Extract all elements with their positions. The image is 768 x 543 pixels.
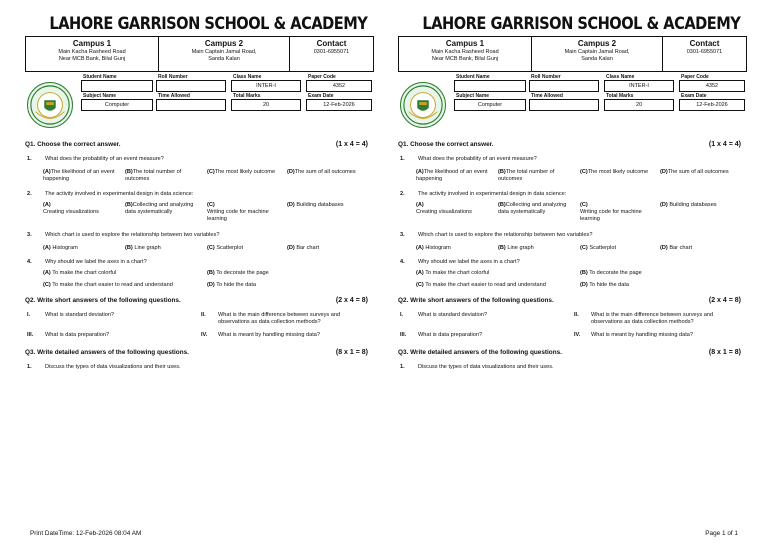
q1-item-1-option-b[interactable] [498, 169, 578, 183]
q1-title: Q1. Choose the correct answer. [398, 141, 494, 148]
roll-number-value[interactable] [529, 80, 599, 92]
student-name-value[interactable] [81, 80, 153, 92]
q2-item-3-num: III. [27, 332, 34, 338]
q1-item-3-option-b[interactable] [125, 245, 161, 252]
q1-item-4-option-d[interactable] [207, 282, 256, 289]
student-name-label: Student Name [456, 74, 490, 80]
q2-item-4-text: What is meant by handling missing data? [218, 332, 320, 338]
q3-title: Q3. Write detailed answers of the following questions. [25, 349, 189, 356]
option-key: (C) [580, 169, 588, 175]
exam-date-field [679, 93, 745, 111]
q3-heading [25, 349, 374, 356]
campus-1-cell [26, 37, 159, 71]
subject-name-value: Computer [454, 99, 526, 111]
option-key: (B) [125, 169, 133, 175]
student-name-field[interactable] [454, 74, 526, 92]
q3-title: Q3. Write detailed answers of the following questions. [398, 349, 562, 356]
q2-item-1-num: I. [400, 312, 404, 318]
option-key: (B) [498, 169, 506, 175]
time-allowed-label: Time Allowed [531, 93, 563, 99]
q1-heading [398, 141, 747, 148]
q1-item-3-option-a[interactable] [416, 245, 451, 252]
q1-item-2-num: 2. [400, 191, 405, 197]
q1-item-2-text: The activity involved in experimental design in data science: [418, 191, 567, 197]
q1-item-3-text: Which chart is used to explore the relationship between two variables? [418, 232, 593, 238]
q2-item-2-num: II. [201, 312, 206, 318]
class-name-field [604, 74, 674, 92]
q1-item-4-option-b[interactable] [580, 270, 642, 277]
campus-1-name: Campus 1 [72, 39, 112, 48]
option-key: (B) [498, 245, 506, 251]
paper-code-value: 4352 [679, 80, 745, 92]
q1-item-3-option-c[interactable] [207, 245, 243, 252]
total-marks-field [231, 93, 301, 111]
option-text: Bar chart [669, 245, 693, 251]
campus-2-cell [532, 37, 663, 71]
q2-item-3-text: What is data preparation? [418, 332, 483, 338]
contact-phone: 0301-6955071 [686, 49, 723, 55]
q1-marks: (1 x 4 = 4) [335, 141, 368, 148]
option-text: Line graph [507, 245, 534, 251]
exam-date-value: 12-Feb-2026 [679, 99, 745, 111]
option-key: (D) [287, 202, 295, 208]
option-text: Building databases [669, 202, 717, 208]
option-text: Writing code for machine learning [580, 209, 642, 222]
option-key: (A) [416, 270, 424, 276]
paper-copy-right [398, 10, 747, 382]
q1-item-2-num: 2. [27, 191, 32, 197]
q1-item-4-option-c[interactable] [416, 282, 546, 289]
campus-1-address-line1: Main Kacha Rasheed Road [431, 49, 499, 55]
time-allowed-value [156, 99, 226, 111]
option-key: (A) [416, 202, 424, 208]
q1-item-1-option-c[interactable] [207, 169, 285, 176]
q1-item-2-option-b[interactable] [498, 202, 576, 216]
q3-heading [398, 349, 747, 356]
q1-marks: (1 x 4 = 4) [708, 141, 741, 148]
page-number: Page 1 of 1 [705, 530, 738, 537]
option-key: (D) [287, 245, 295, 251]
total-marks-label: Total Marks [606, 93, 634, 99]
exam-date-value: 12-Feb-2026 [306, 99, 372, 111]
option-text: To decorate the page [589, 270, 642, 276]
q1-item-1-option-c[interactable] [580, 169, 658, 176]
q1-item-1-num: 1. [27, 156, 32, 162]
q2-heading [398, 297, 747, 304]
option-key: (C) [580, 202, 588, 208]
option-text: The likelihood of an event happening [43, 169, 115, 182]
school-title: LAHORE GARRISON SCHOOL & ACADEMY [49, 14, 368, 34]
option-key: (A) [43, 270, 51, 276]
option-key: (B) [580, 270, 588, 276]
q1-item-2-option-c[interactable] [580, 202, 658, 223]
option-key: (B) [125, 202, 133, 208]
option-key: (C) [207, 245, 215, 251]
q1-heading [25, 141, 374, 148]
school-crest-icon [27, 82, 73, 128]
roll-number-label: Roll Number [158, 74, 188, 80]
q1-item-4-option-c[interactable] [43, 282, 173, 289]
option-text: The sum of all outcomes [667, 169, 729, 175]
class-name-value: INTER-I [231, 80, 301, 92]
option-key: (A) [43, 169, 51, 175]
option-text: The total number of outcomes [125, 169, 182, 182]
exam-date-label: Exam Date [681, 93, 707, 99]
option-text: To decorate the page [216, 270, 269, 276]
q2-item-3-text: What is data preparation? [45, 332, 110, 338]
option-key: (B) [125, 245, 133, 251]
q3-item-1-text: Discuss the types of data visualizations and their uses. [45, 364, 181, 370]
option-key: (A) [43, 202, 51, 208]
option-key: (A) [416, 169, 424, 175]
option-key: (C) [580, 245, 588, 251]
q1-item-2-option-a[interactable] [43, 202, 123, 216]
q1-item-3-option-d[interactable] [287, 245, 319, 252]
option-text: Collecting and analyzing data systematically [125, 202, 194, 215]
option-text: Bar chart [296, 245, 320, 251]
class-name-label: Class Name [606, 74, 635, 80]
option-text: To hide the data [589, 282, 630, 288]
option-text: Histogram [52, 245, 78, 251]
q3-marks: (8 x 1 = 8) [335, 349, 368, 356]
q1-item-1-option-d[interactable] [287, 169, 367, 176]
campus-2-name: Campus 2 [204, 39, 244, 48]
student-name-value[interactable] [454, 80, 526, 92]
q1-item-1-text: What does the probability of an event measure? [418, 156, 537, 162]
q3-item-1-text: Discuss the types of data visualizations and their uses. [418, 364, 554, 370]
q1-item-4-num: 4. [400, 259, 405, 265]
exam-date-field [306, 93, 372, 111]
option-text: The most likely outcome [214, 169, 276, 175]
option-key: (D) [660, 169, 668, 175]
q2-heading [25, 297, 374, 304]
campus-2-address-line2: Sanda Kalan [581, 56, 613, 62]
q2-item-1-num: I. [27, 312, 31, 318]
option-key: (D) [580, 282, 588, 288]
option-key: (D) [660, 245, 668, 251]
q1-item-4-num: 4. [27, 259, 32, 265]
campus-2-address-line1: Main Captain Jamal Road, [191, 49, 257, 55]
class-name-label: Class Name [233, 74, 262, 80]
option-key: (D) [660, 202, 668, 208]
option-key: (C) [43, 282, 51, 288]
campus-1-address-line2: Near MCB Bank, Bilal Gunj [58, 56, 126, 62]
q1-item-4-option-b[interactable] [207, 270, 269, 277]
option-key: (D) [207, 282, 215, 288]
paper-code-field [679, 74, 745, 92]
q1-item-1-option-a[interactable] [416, 169, 496, 183]
roll-number-field[interactable] [156, 74, 226, 92]
option-text: Creating visualizations [416, 209, 472, 215]
option-text: Scatterplot [589, 245, 617, 251]
questions-section [398, 142, 747, 382]
option-text: To make the chart colorful [52, 270, 117, 276]
class-name-field [231, 74, 301, 92]
q1-item-4-text: Why should we label the axes in a chart? [418, 259, 520, 265]
campus-2-address-line2: Sanda Kalan [208, 56, 240, 62]
option-key: (B) [498, 202, 506, 208]
option-text: Histogram [425, 245, 451, 251]
option-text: Building databases [296, 202, 344, 208]
campus-2-name: Campus 2 [577, 39, 617, 48]
student-info-area [25, 72, 374, 142]
q1-item-2-option-d[interactable] [287, 202, 372, 209]
q3-item-1-num: 1. [400, 364, 405, 370]
q2-item-1-text: What is standard deviation? [45, 312, 115, 318]
time-allowed-field [156, 93, 226, 111]
q1-item-3-option-a[interactable] [43, 245, 78, 252]
q2-item-2-text: What is the main difference between surveys and observations as data collection methods? [591, 312, 714, 325]
campus-1-name: Campus 1 [445, 39, 485, 48]
subject-name-label: Subject Name [456, 93, 490, 99]
roll-number-value[interactable] [156, 80, 226, 92]
contact-cell [290, 37, 373, 71]
option-text: Writing code for machine learning [207, 209, 269, 222]
option-text: Line graph [134, 245, 161, 251]
q1-item-2-text: The activity involved in experimental design in data science: [45, 191, 194, 197]
option-text: To make the chart easier to read and understand [52, 282, 173, 288]
q3-item-1-num: 1. [27, 364, 32, 370]
q1-item-3-num: 3. [400, 232, 405, 238]
contact-heading: Contact [689, 39, 720, 48]
option-text: The total number of outcomes [498, 169, 555, 182]
campus-header [398, 36, 747, 72]
roll-number-label: Roll Number [531, 74, 561, 80]
exam-date-label: Exam Date [308, 93, 334, 99]
option-key: (B) [207, 270, 215, 276]
q1-item-3-option-d[interactable] [660, 245, 692, 252]
q1-item-2-option-d[interactable] [660, 202, 745, 209]
q1-item-2-option-a[interactable] [416, 202, 496, 216]
total-marks-value: 20 [604, 99, 674, 111]
q2-title: Q2. Write short answers of the following questions. [25, 297, 181, 304]
option-text: To make the chart colorful [425, 270, 490, 276]
campus-2-cell [159, 37, 290, 71]
roll-number-field[interactable] [529, 74, 599, 92]
q1-item-2-option-b[interactable] [125, 202, 203, 216]
q2-item-4-text: What is meant by handling missing data? [591, 332, 693, 338]
subject-name-field [81, 93, 153, 111]
q2-item-1-text: What is standard deviation? [418, 312, 488, 318]
option-text: Collecting and analyzing data systematically [498, 202, 567, 215]
student-info-area [398, 72, 747, 142]
campus-2-address-line1: Main Captain Jamal Road, [564, 49, 630, 55]
option-key: (A) [416, 245, 424, 251]
school-title: LAHORE GARRISON SCHOOL & ACADEMY [422, 14, 741, 34]
contact-phone: 0301-6955071 [313, 49, 350, 55]
option-text: The likelihood of an event happening [416, 169, 488, 182]
option-key: (A) [43, 245, 51, 251]
print-datetime: Print DateTime: 12-Feb-2026 08:04 AM [30, 530, 142, 537]
campus-1-address-line2: Near MCB Bank, Bilal Gunj [431, 56, 499, 62]
subject-name-field [454, 93, 526, 111]
time-allowed-label: Time Allowed [158, 93, 190, 99]
school-crest-icon [400, 82, 446, 128]
option-text: To hide the data [216, 282, 257, 288]
paper-code-value: 4352 [306, 80, 372, 92]
q2-item-4-num: IV. [574, 332, 581, 338]
option-text: Creating visualizations [43, 209, 99, 215]
total-marks-label: Total Marks [233, 93, 261, 99]
q2-item-2-text: What is the main difference between surveys and observations as data collection methods? [218, 312, 341, 325]
campus-header [25, 36, 374, 72]
q1-item-4-option-d[interactable] [580, 282, 629, 289]
q2-title: Q2. Write short answers of the following questions. [398, 297, 554, 304]
option-key: (C) [207, 202, 215, 208]
q2-item-2-num: II. [574, 312, 579, 318]
q2-marks: (2 x 4 = 8) [335, 297, 368, 304]
option-text: The sum of all outcomes [294, 169, 356, 175]
q1-item-1-option-b[interactable] [125, 169, 205, 183]
q1-item-4-option-a[interactable] [43, 270, 116, 277]
q1-item-3-text: Which chart is used to explore the relationship between two variables? [45, 232, 220, 238]
q1-item-1-option-d[interactable] [660, 169, 740, 176]
campus-1-address-line1: Main Kacha Rasheed Road [58, 49, 126, 55]
q1-item-1-num: 1. [400, 156, 405, 162]
subject-name-label: Subject Name [83, 93, 117, 99]
questions-section [25, 142, 374, 382]
subject-name-value: Computer [81, 99, 153, 111]
q1-item-3-option-b[interactable] [498, 245, 534, 252]
q2-item-4-num: IV. [201, 332, 208, 338]
paper-copy-left [25, 10, 374, 382]
q1-item-2-option-c[interactable] [207, 202, 285, 223]
q3-marks: (8 x 1 = 8) [708, 349, 741, 356]
option-key: (C) [416, 282, 424, 288]
option-text: Scatterplot [216, 245, 244, 251]
q1-item-1-option-a[interactable] [43, 169, 123, 183]
option-text: The most likely outcome [587, 169, 649, 175]
paper-code-label: Paper Code [308, 74, 336, 80]
contact-cell [663, 37, 746, 71]
time-allowed-field [529, 93, 599, 111]
paper-code-field [306, 74, 372, 92]
paper-code-label: Paper Code [681, 74, 709, 80]
q1-item-4-option-a[interactable] [416, 270, 489, 277]
contact-heading: Contact [316, 39, 347, 48]
q1-item-4-text: Why should we label the axes in a chart? [45, 259, 147, 265]
option-key: (D) [287, 169, 295, 175]
q2-marks: (2 x 4 = 8) [708, 297, 741, 304]
class-name-value: INTER-I [604, 80, 674, 92]
q1-item-3-option-c[interactable] [580, 245, 616, 252]
option-text: To make the chart easier to read and understand [425, 282, 546, 288]
q1-item-1-text: What does the probability of an event measure? [45, 156, 164, 162]
q2-item-3-num: III. [400, 332, 407, 338]
campus-1-cell [399, 37, 532, 71]
q1-item-3-num: 3. [27, 232, 32, 238]
time-allowed-value [529, 99, 599, 111]
student-name-label: Student Name [83, 74, 117, 80]
option-key: (C) [207, 169, 215, 175]
student-name-field[interactable] [81, 74, 153, 92]
q1-title: Q1. Choose the correct answer. [25, 141, 121, 148]
total-marks-field [604, 93, 674, 111]
total-marks-value: 20 [231, 99, 301, 111]
